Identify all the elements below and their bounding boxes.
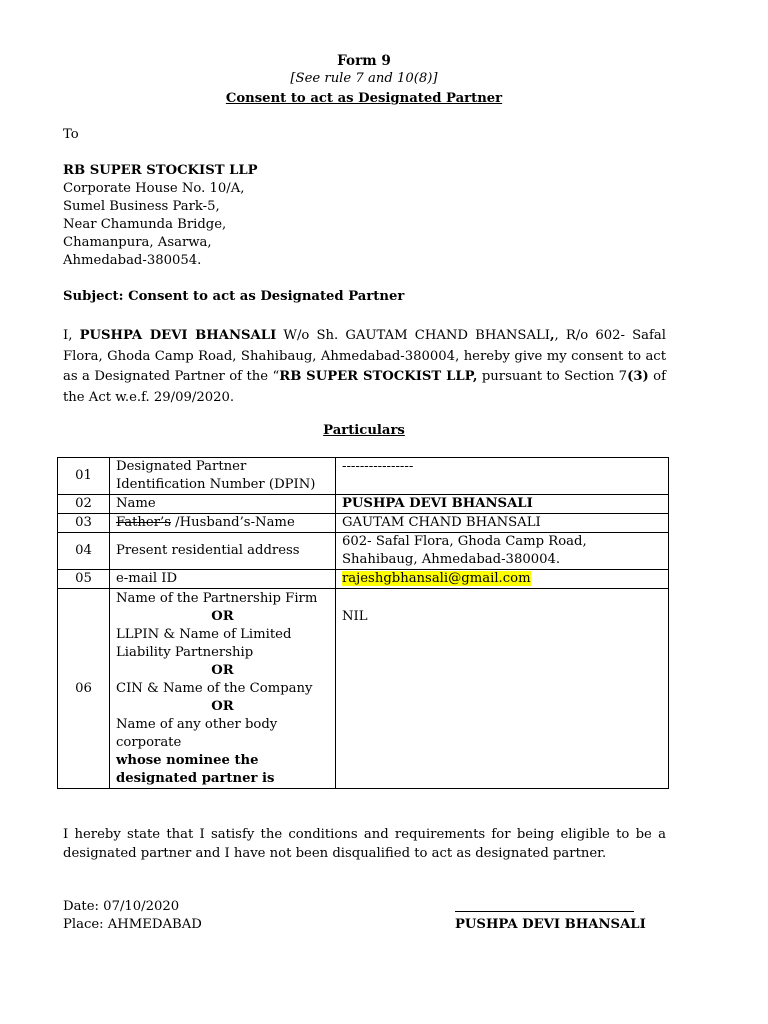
dpin-value: ---------------- [336,458,669,495]
body-text: , R/o 602- Safal Flora, Ghoda Camp Road, Shahibaug, Ahmedabad-380004, hereby give my consent to act as a Designated Partner of the “ [63,328,666,384]
row-number: 06 [58,589,110,789]
address-line: Sumel Business Park-5, [63,199,220,214]
body-text: W/o Sh. GAUTAM CHAND BHANSALI [276,328,550,343]
label-line: LLPIN & Name of Limited Liability Partnership [116,627,292,660]
signatory-name: PUSHPA DEVI BHANSALI [455,917,646,932]
table-row [58,458,669,495]
signature-line [455,911,634,912]
or-label: OR [211,609,234,624]
place-line: Place: AHMEDABAD [63,917,202,932]
rule-reference: [See rule 7 and 10(8)] [290,71,438,86]
addressee-company: RB SUPER STOCKIST LLP [63,163,258,178]
row-label: e-mail ID [110,570,336,589]
subject-line: Subject: Consent to act as Designated Partner [63,289,405,304]
or-label: OR [211,699,234,714]
to-label: To [63,127,79,142]
address-line: Corporate House No. 10/A, [63,181,245,196]
label-line: CIN & Name of the Company [116,681,313,696]
label-line: Name of the Partnership Firm [116,591,318,606]
row-number: 05 [58,570,110,589]
struck-label: Father’s [116,515,171,530]
date-line: Date: 07/10/2020 [63,899,180,914]
row-number: 02 [58,495,110,514]
label-text: /Husband’s-Name [170,515,295,530]
label-line: whose nominee the designated partner is [116,753,275,786]
label-line: Name of any other body corporate [116,717,278,750]
row-label: Designated Partner Identification Number (DPIN) [110,458,336,495]
table-row [58,589,669,789]
row-number: 03 [58,514,110,533]
consent-paragraph: I, PUSHPA DEVI BHANSALI W/o Sh. GAUTAM CHAND BHANSALI,, R/o 602- Safal Flora, Ghoda Camp Road, Shahibaug, Ahmedabad-380004, hereby give my consent to act as a Designated Partner of the “RB SUPER STOCKIST LLP, pursuant to Section 7(3) of the Act w.e.f. 29/09/2020. [63,328,666,405]
document-title: Consent to act as Designated Partner [225,91,503,106]
body-text: of the Act w.e.f. 29/09/2020. [63,369,666,405]
nominee-cell [336,589,669,789]
declaration: I hereby state that I satisfy the conditions and requirements for being eligible to be a designated partner and I have not been disqualified to act as designated partner. [63,827,666,861]
nominee-value: NIL [342,609,368,624]
llp-name: RB SUPER STOCKIST LLP, [279,369,478,384]
particulars-table [57,457,669,789]
body-text: I, [63,328,80,343]
table-row [58,495,669,514]
address-line: Chamanpura, Asarwa, [63,235,212,250]
section-sub: (3) [627,369,649,384]
husband-name-value: GAUTAM CHAND BHANSALI [336,514,669,533]
address-value: 602- Safal Flora, Ghoda Camp Road, Shahibaug, Ahmedabad-380004. [336,533,669,570]
email-value: rajeshgbhansali@gmail.com [342,571,531,586]
address-line: Ahmedabad-380054. [63,253,202,268]
email-cell [336,570,669,589]
table-row [58,514,669,533]
name-value: PUSHPA DEVI BHANSALI [336,495,669,514]
form-number: Form 9 [337,53,391,69]
table-row [58,533,669,570]
row-label: Present residential address [110,533,336,570]
or-label: OR [211,663,234,678]
row-number: 01 [58,458,110,495]
particulars-heading: Particulars [323,423,405,438]
table-row [58,570,669,589]
partner-name: PUSHPA DEVI BHANSALI [79,328,277,343]
row-label [110,514,336,533]
body-text: pursuant to Section 7 [477,369,628,384]
addressee-block [63,162,258,270]
row-number: 04 [58,533,110,570]
address-line: Near Chamunda Bridge, [63,217,227,232]
row-label: Name [110,495,336,514]
row-label-group [110,589,336,789]
